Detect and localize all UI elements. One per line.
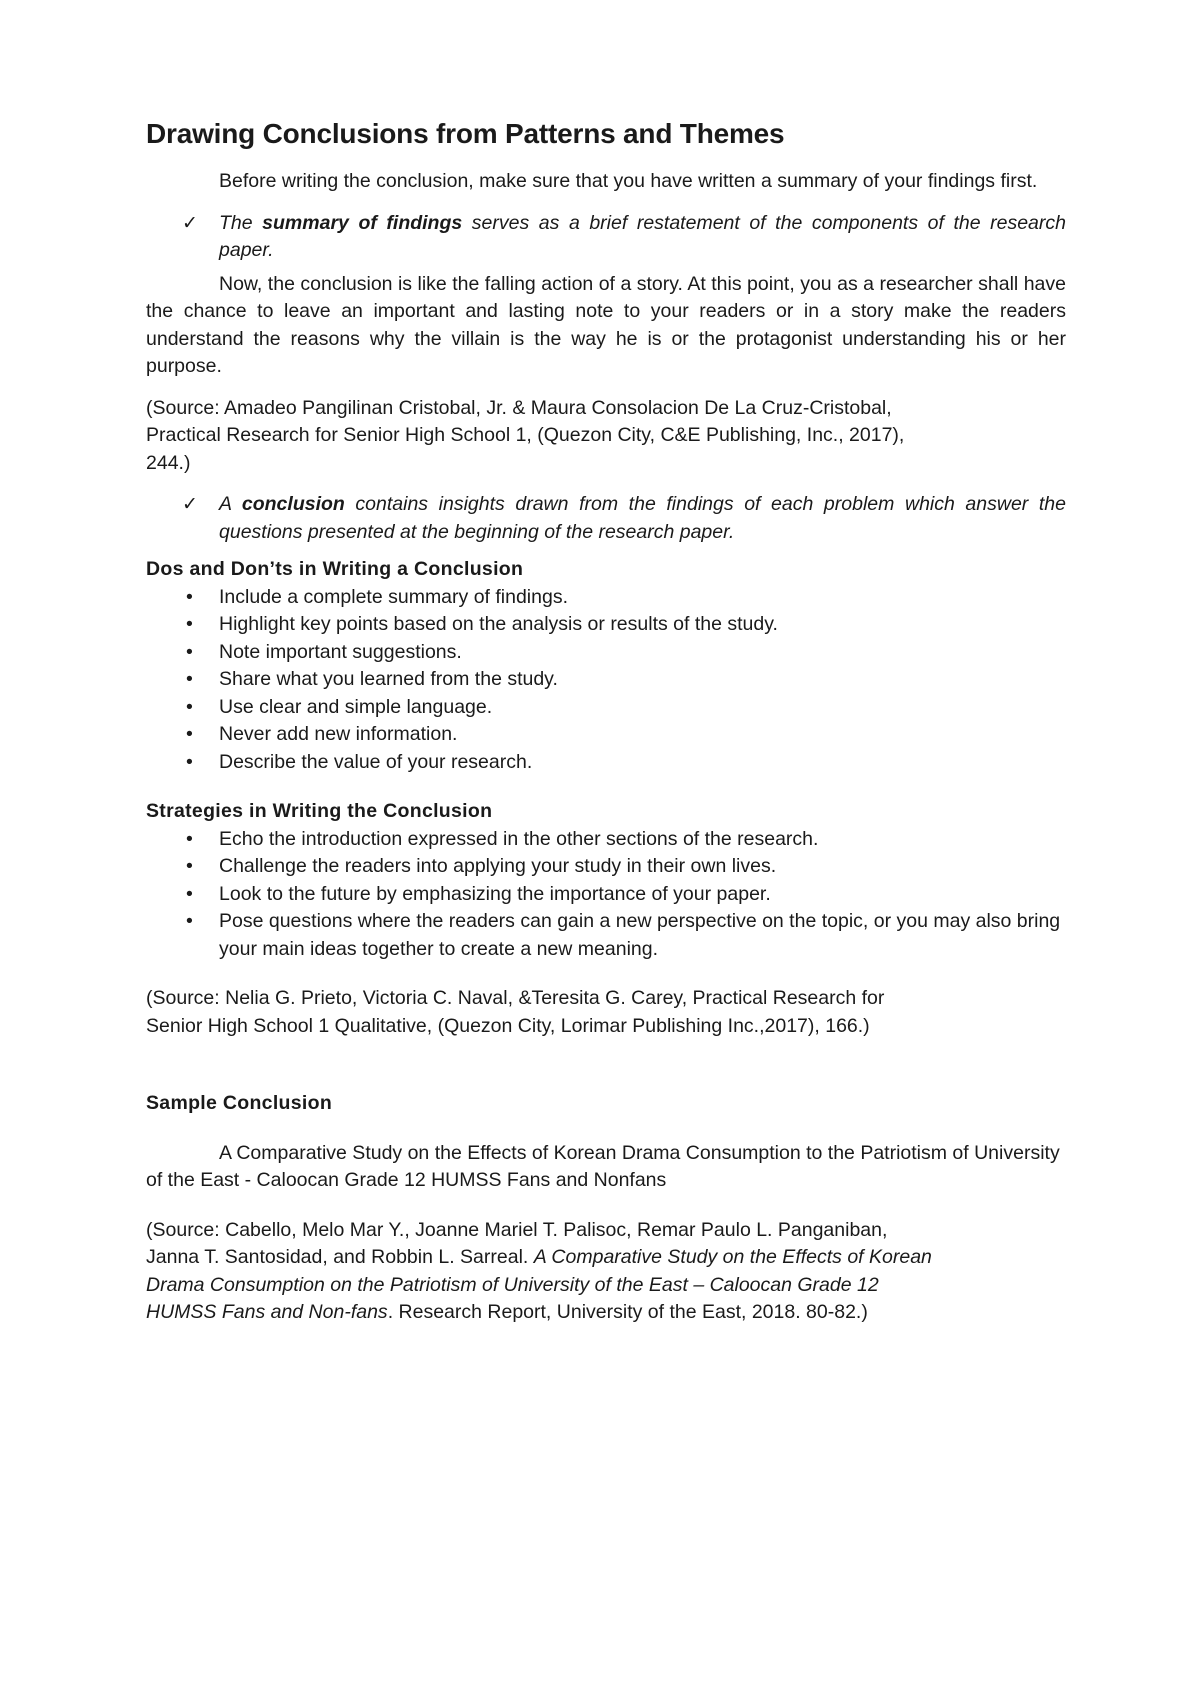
- list-item: • Echo the introduction expressed in the other sections of the research.: [146, 826, 1066, 854]
- source-citation-3: [146, 1217, 1066, 1327]
- note-text-bold: summary of findings: [262, 211, 463, 234]
- sample-conclusion-heading: Sample Conclusion: [146, 1092, 333, 1114]
- bullet-icon: •: [186, 585, 193, 608]
- note-text-pre: A: [219, 493, 242, 515]
- source-title-italic: A Comparative Study on the Effects of Korean: [533, 1246, 932, 1268]
- bullet-icon: •: [186, 613, 193, 635]
- sample-study-title: A Comparative Study on the Effects of Korean Drama Consumption to the Patriotism of University of the East - Caloocan Grade 12 HUMSS Fans and Nonfans: [146, 1141, 1060, 1191]
- bullet-icon: •: [186, 668, 193, 690]
- strategies-heading: Strategies in Writing the Conclusion: [146, 800, 493, 822]
- list-item: • Challenge the readers into applying your study in their own lives.: [146, 853, 1066, 881]
- source-citation-1: [146, 395, 1066, 478]
- note-text-bold: conclusion: [241, 493, 345, 515]
- conclusion-definition-note: [146, 491, 1066, 546]
- checkmark-icon: ✓: [182, 212, 198, 234]
- dos-donts-heading: Dos and Don’ts in Writing a Conclusion: [146, 558, 524, 580]
- summary-of-findings-note: [146, 210, 1066, 265]
- dos-donts-list: [146, 584, 1066, 777]
- checkmark-icon: ✓: [182, 494, 198, 515]
- list-item: • Use clear and simple language.: [146, 694, 1066, 722]
- note-text-post: contains insights drawn from the findings of each problem which answer the questions presented at the beginning of the research paper.: [219, 493, 1067, 543]
- list-item: • Never add new information.: [146, 721, 1066, 749]
- document-body: [146, 168, 1066, 1327]
- source-title-italic: HUMSS Fans and Non-fans: [146, 1301, 388, 1323]
- list-item: • Look to the future by emphasizing the importance of your paper.: [146, 881, 1066, 909]
- bullet-icon: •: [186, 750, 193, 773]
- source-title-italic: Drama Consumption on the Patriotism of University of the East – Caloocan Grade 12: [146, 1273, 879, 1296]
- list-item: • Include a complete summary of findings.: [146, 584, 1066, 612]
- bullet-icon: •: [186, 882, 193, 905]
- strategies-list: [146, 826, 1066, 964]
- bullet-icon: •: [186, 855, 193, 877]
- page-title: Drawing Conclusions from Patterns and Themes: [146, 118, 785, 149]
- intro-paragraph: Before writing the conclusion, make sure that you have written a summary of your findings first.: [219, 170, 1038, 192]
- bullet-icon: •: [186, 640, 193, 663]
- note-text-pre: The: [219, 211, 263, 234]
- source-line: (Source: Nelia G. Prieto, Victoria C. Naval, &Teresita G. Carey, Practical Research for: [146, 987, 885, 1009]
- source-line: 244.): [146, 451, 191, 474]
- falling-action-paragraph: Now, the conclusion is like the falling action of a story. At this point, you as a researcher shall have the chance to leave an important and lasting note to your readers or in a story make the readers understand the reasons why the villain is the way he is or the protagonist understanding his or her purpose.: [146, 272, 1066, 377]
- list-item: • Note important suggestions.: [146, 639, 1066, 667]
- source-line: . Research Report, University of the East, 2018. 80-82.): [387, 1301, 868, 1323]
- list-item: • Pose questions where the readers can gain a new perspective on the topic, or you may also bring your main ideas together to create a new meaning.: [186, 910, 1061, 960]
- source-line: Janna T. Santosidad, and Robbin L. Sarreal.: [146, 1246, 534, 1268]
- list-item: • Describe the value of your research.: [146, 749, 1066, 777]
- source-line: Senior High School 1 Qualitative, (Quezon City, Lorimar Publishing Inc.,2017), 166.): [146, 1014, 870, 1037]
- note-text-post: serves as a brief restatement of the components of the research paper.: [219, 211, 1066, 261]
- source-line: Practical Research for Senior High School 1, (Quezon City, C&E Publishing, Inc., 2017),: [146, 424, 905, 446]
- list-item: • Share what you learned from the study.: [146, 666, 1066, 694]
- source-line: (Source: Amadeo Pangilinan Cristobal, Jr. & Maura Consolacion De La Cruz-Cristobal,: [146, 396, 892, 419]
- bullet-icon: •: [186, 827, 193, 850]
- source-line: (Source: Cabello, Melo Mar Y., Joanne Mariel T. Palisoc, Remar Paulo L. Panganiban,: [146, 1218, 888, 1241]
- source-citation-2: [146, 985, 1066, 1040]
- bullet-icon: •: [186, 910, 193, 932]
- bullet-icon: •: [186, 695, 193, 718]
- list-item: • Highlight key points based on the analysis or results of the study.: [146, 611, 1066, 639]
- bullet-icon: •: [186, 723, 193, 745]
